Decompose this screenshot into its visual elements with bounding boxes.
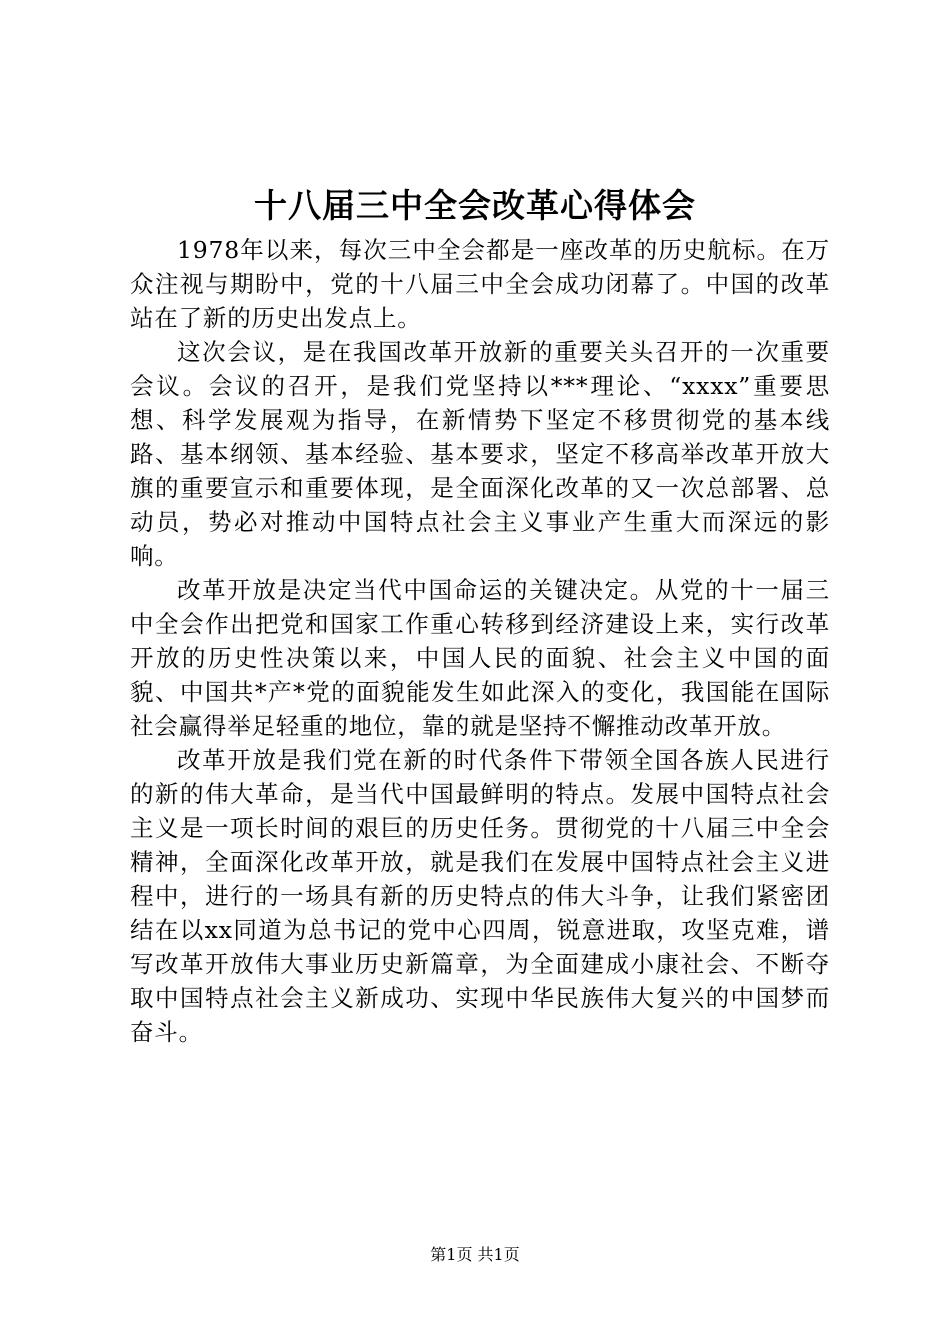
paragraph-1: 1978年以来，每次三中全会都是一座改革的历史航标。在万众注视与期盼中，党的十八届三中全会成功闭幕了。中国的改革站在了新的历史出发点上。 [130,236,830,332]
document-title: 十八届三中全会改革心得体会 [254,186,696,225]
paragraph-4: 改革开放是我们党在新的时代条件下带领全国各族人民进行的新的伟大革命，是当代中国最鲜明的特点。发展中国特点社会主义是一项长时间的艰巨的历史任务。贯彻党的十八届三中全会精神，全面深化改革开放，就是我们在发展中国特点社会主义进程中，进行的一场具有新的历史特点的伟大斗争，让我们紧密团结在以xx同道为总书记的党中心四周，锐意进取，攻坚克难，谱写改革开放伟大事业历史新篇章，为全面建成小康社会、不断夺取中国特点社会主义新成功、实现中华民族伟大复兴的中国梦而奋斗。 [130,746,830,1046]
paragraph-2: 这次会议，是在我国改革开放新的重要关头召开的一次重要会议。会议的召开，是我们党坚持以***理论、“xxxx”重要思想、科学发展观为指导，在新情势下坚定不移贯彻党的基本线路、基本纲领、基本经验、基本要求，坚定不移高举改革开放大旗的重要宣示和重要体现，是全面深化改革的又一次总部署、总动员，势必对推动中国特点社会主义事业产生重大而深远的影响。 [130,338,830,570]
document-body [130,233,830,1049]
paragraph-3: 改革开放是决定当代中国命运的关键决定。从党的十一届三中全会作出把党和国家工作重心转移到经济建设上来，实行改革开放的历史性决策以来，中国人民的面貌、社会主义中国的面貌、中国共*产*党的面貌能发生如此深入的变化，我国能在国际社会赢得举足轻重的地位，靠的就是坚持不懈推动改革开放。 [130,576,830,740]
page-number-footer: 第1页 共1页 [430,1245,520,1264]
